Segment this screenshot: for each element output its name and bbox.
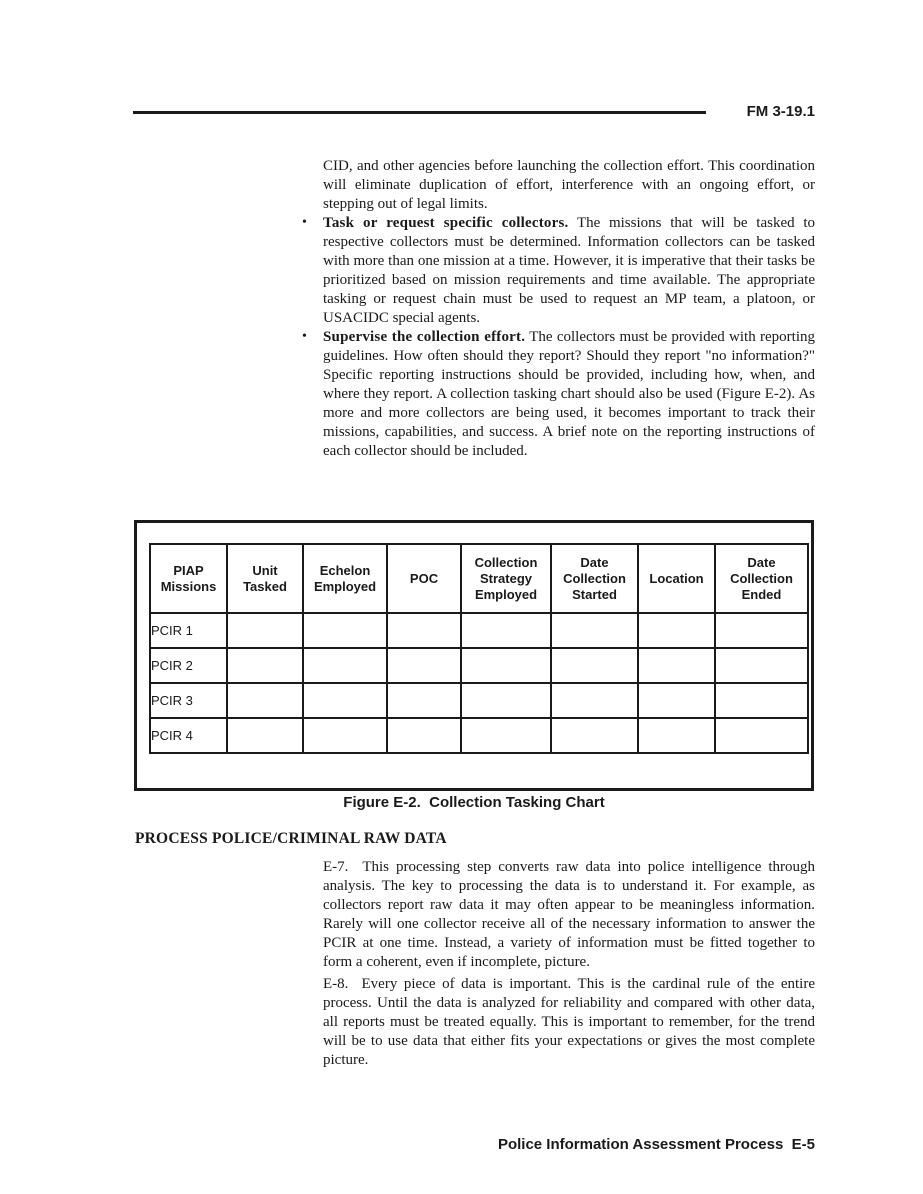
table-cell-empty [387, 718, 461, 753]
body-text-block [300, 157, 815, 461]
bullet-text: The collectors must be provided with reporting guidelines. How often should they report? Should they report "no information?" Specific reporting instructions should be provided, including how, when, and where they report. A collection tasking chart should also be used (Figure E-2). As more and more collectors are being used, it becomes important to track their missions, capabilities, and success. A brief note on the reporting instructions of each collector should be included. [323, 329, 816, 459]
table-cell-empty [551, 648, 638, 683]
table-cell-empty [227, 613, 303, 648]
bullet-lead: Supervise the collection effort. [323, 329, 526, 345]
table-cell-empty [715, 683, 808, 718]
table-cell-empty [715, 648, 808, 683]
table-cell-empty [227, 718, 303, 753]
bullet-list [300, 214, 815, 461]
table-cell-empty [551, 683, 638, 718]
row-label: PCIR 2 [150, 648, 227, 683]
row-label: PCIR 3 [150, 683, 227, 718]
table-cell-empty [638, 718, 715, 753]
table-cell-empty [303, 648, 387, 683]
table-cell-empty [461, 648, 551, 683]
table-row-pcir-3 [150, 683, 808, 718]
intro-paragraph: CID, and other agencies before launching the collection effort. This coordination will eliminate duplication of effort, interference with an ongoing effort, or stepping out of legal limits. [323, 158, 815, 212]
bullet-text: The missions that will be tasked to respective collectors must be determined. Information collectors can be tasked with more than one mission at a time. However, it is imperative that their tasks be prioritized based on mission requirements and time available. The appropriate tasking or request chain must be used to request an MP team, a platoon, or USACIDC special agents. [323, 215, 815, 326]
table-cell-empty [461, 683, 551, 718]
column-header-location: Location [638, 544, 715, 613]
paragraph-e7: E-7. This processing step converts raw data into police intelligence through analysis. The key to processing the data is to understand it. For example, as collectors report raw data it may often appear to be meaningless information. Rarely will one collector receive all of the necessary information to answer the PCIR at one time. Instead, a variety of information must be fitted together to form a coherent, even if incomplete, picture. [323, 859, 815, 970]
page-footer: Police Information Assessment Process E-5 [497, 1136, 815, 1153]
section-heading: PROCESS POLICE/CRIMINAL RAW DATA [135, 830, 447, 847]
column-header-poc: POC [387, 544, 461, 613]
table-header-row [150, 544, 808, 613]
bullet-icon: • [302, 329, 307, 344]
figure-caption: Figure E-2. Collection Tasking Chart [343, 794, 605, 811]
row-label: PCIR 4 [150, 718, 227, 753]
table-cell-empty [638, 648, 715, 683]
table-cell-empty [303, 718, 387, 753]
row-label: PCIR 1 [150, 613, 227, 648]
column-header-unit-tasked: Unit Tasked [227, 544, 303, 613]
bullet-item-supervise-collection [300, 328, 815, 461]
figure-frame [134, 520, 814, 791]
bullet-lead: Task or request specific collectors. [323, 215, 569, 231]
column-header-collection-strategy: Collection Strategy Employed [461, 544, 551, 613]
table-cell-empty [551, 613, 638, 648]
table-row-pcir-1 [150, 613, 808, 648]
column-header-date-started: Date Collection Started [551, 544, 638, 613]
doc-reference: FM 3-19.1 [746, 103, 815, 120]
table-cell-empty [387, 613, 461, 648]
table-cell-empty [638, 613, 715, 648]
paragraph-e8: E-8. Every piece of data is important. This is the cardinal rule of the entire process. Until the data is analyzed for reliability and compared with other data, all reports must be treated equally. This is important to remember, for the trend will be to use data that either fits your expectations or gives the most complete picture. [323, 976, 815, 1068]
bullet-item-task-collectors [300, 214, 815, 328]
table-cell-empty [303, 683, 387, 718]
table-cell-empty [638, 683, 715, 718]
column-header-piap-missions: PIAP Missions [150, 544, 227, 613]
table-cell-empty [387, 648, 461, 683]
table-cell-empty [227, 648, 303, 683]
column-header-date-ended: Date Collection Ended [715, 544, 808, 613]
table-row-pcir-2 [150, 648, 808, 683]
table-cell-empty [387, 683, 461, 718]
table-cell-empty [461, 613, 551, 648]
column-header-echelon-employed: Echelon Employed [303, 544, 387, 613]
table-cell-empty [715, 718, 808, 753]
bullet-icon: • [302, 215, 307, 230]
table-row-pcir-4 [150, 718, 808, 753]
table-cell-empty [715, 613, 808, 648]
table-cell-empty [461, 718, 551, 753]
table-cell-empty [551, 718, 638, 753]
table-cell-empty [227, 683, 303, 718]
collection-tasking-table [149, 543, 809, 754]
table-cell-empty [303, 613, 387, 648]
